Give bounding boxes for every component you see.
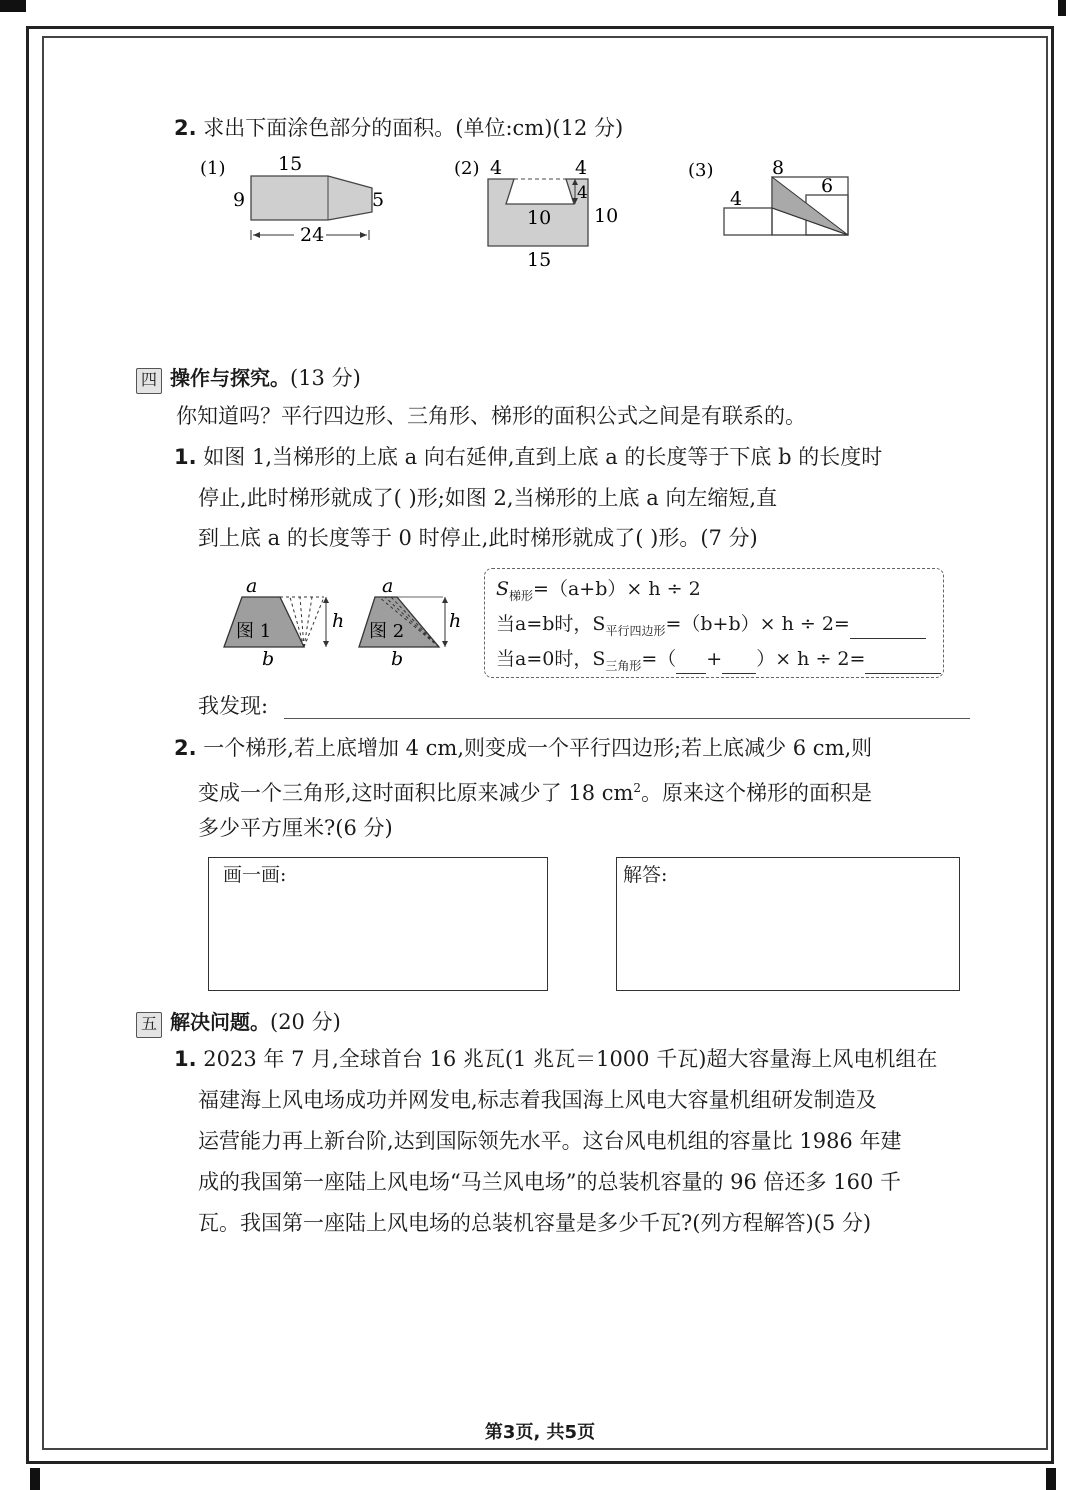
section-5-icon: 五 <box>136 1012 162 1038</box>
s5-q1-line2: 福建海上风电场成功并网发电,标志着我国海上风电大容量机组研发制造及 <box>198 1088 877 1112</box>
fig1-caption: 图 1 <box>236 621 272 642</box>
fig1-h: h <box>332 610 345 632</box>
fig2-b: b <box>391 648 404 670</box>
formula3-sub: 三角形 <box>605 658 642 673</box>
section-4-title: 操作与探究。 <box>170 366 290 390</box>
section-4-score: (13 分) <box>290 366 361 390</box>
formula3-pre: 当a=0时，S <box>496 648 606 670</box>
formula-triangle <box>496 644 941 674</box>
trapezoid-fig-2 <box>355 575 470 670</box>
fig3-label: (3) <box>688 160 714 181</box>
s4-q2-number: 2. <box>174 736 197 760</box>
s4-q2-sup: 2 <box>633 781 642 795</box>
fig2-label: (2) <box>454 158 480 179</box>
fig2-right: 10 <box>594 205 619 227</box>
s4-q2-line3: 多少平方厘米?(6 分) <box>198 816 393 840</box>
formula3-open: =（ <box>641 648 677 670</box>
fig1-left: 9 <box>233 189 246 211</box>
q2-heading <box>174 116 623 141</box>
answer-box-label: 解答: <box>623 864 668 886</box>
corner-mark <box>1046 1468 1056 1490</box>
section-5-title: 解决问题。 <box>170 1010 270 1034</box>
q2-text: 求出下面涂色部分的面积。(单位:cm)(12 分) <box>203 116 624 140</box>
fig1-label: (1) <box>200 158 226 179</box>
answer-blank[interactable] <box>676 655 706 674</box>
formula-trapezoid <box>496 574 701 604</box>
section-4-heading <box>136 362 361 394</box>
s4-q1-line1: 如图 1,当梯形的上底 a 向右延伸,直到上底 a 的长度等于下底 b 的长度时 <box>203 445 883 469</box>
section-5-score: (20 分) <box>270 1010 341 1034</box>
fig-shape-2 <box>450 150 640 275</box>
answer-blank[interactable] <box>865 655 941 674</box>
draw-box[interactable] <box>208 857 548 991</box>
formula1-sub: 梯形 <box>509 588 534 603</box>
page-footer: 第3页, 共5页 <box>484 1422 596 1443</box>
q2-number: 2. <box>174 116 197 140</box>
fig3-left: 4 <box>730 188 743 210</box>
formula1-rest: =（a+b）× h ÷ 2 <box>533 578 701 600</box>
s4-q2-line2b: 。原来这个梯形的面积是 <box>641 781 873 805</box>
answer-blank[interactable] <box>722 655 756 674</box>
section-5-heading <box>136 1006 341 1038</box>
s5-q1-line4: 成的我国第一座陆上风电场“马兰风电场”的总装机容量的 96 倍还多 160 千 <box>198 1170 901 1194</box>
fig3-right-top: 6 <box>821 175 834 197</box>
section-4-intro: 你知道吗？平行四边形、三角形、梯形的面积公式之间是有联系的。 <box>176 404 806 428</box>
s5-q1-line1: 2023 年 7 月,全球首台 16 兆瓦(1 兆瓦＝1000 千瓦)超大容量海上风电机组在 <box>203 1047 938 1071</box>
s4-q1-text <box>174 437 882 478</box>
formula3-rest: ）× h ÷ 2= <box>756 648 866 670</box>
fig2-inner-height: 4 <box>577 183 588 203</box>
discover-answer-line[interactable] <box>284 718 970 719</box>
s5-q1-line3: 运营能力再上新台阶,达到国际领先水平。这台风电机组的容量比 1986 年建 <box>198 1129 902 1153</box>
section-4-icon: 四 <box>136 368 162 394</box>
s4-q1-number: 1. <box>174 445 197 469</box>
s5-q1-text <box>174 1039 937 1080</box>
s5-q1-number: 1. <box>174 1047 197 1071</box>
fig2-a: a <box>382 575 394 597</box>
trapezoid-fig-1 <box>220 575 350 670</box>
formula-parallelogram <box>496 609 926 639</box>
formula3-plus: + <box>706 648 723 670</box>
s4-q2-text <box>174 728 872 769</box>
fig1-top: 15 <box>278 153 303 175</box>
corner-mark <box>0 0 26 12</box>
corner-mark <box>30 1468 40 1490</box>
draw-box-label: 画一画: <box>223 864 287 886</box>
formula2-sub: 平行四边形 <box>605 623 666 638</box>
formula2-rest: =（b+b）× h ÷ 2= <box>665 613 850 635</box>
corner-mark <box>1058 0 1066 16</box>
fig-shape-3 <box>686 150 861 245</box>
fig2-bottom: 15 <box>527 249 552 271</box>
fig2-top-right: 4 <box>575 157 588 179</box>
fig2-caption: 图 2 <box>369 621 405 642</box>
fig3-top: 8 <box>772 157 785 179</box>
formula2-pre: 当a=b时，S <box>496 613 606 635</box>
fig2-inner-width: 10 <box>527 207 552 229</box>
s5-q1-line5: 瓦。我国第一座陆上风电场的总装机容量是多少千瓦?(列方程解答)(5 分) <box>198 1211 872 1235</box>
s4-q1-line3: 到上底 a 的长度等于 0 时停止,此时梯形就成了( )形。(7 分) <box>198 526 758 550</box>
discover-label: 我发现: <box>198 694 269 718</box>
fig2-h: h <box>449 610 462 632</box>
fig1-bottom: 24 <box>300 224 325 246</box>
fig-shape-1 <box>196 150 406 250</box>
fig1-a: a <box>246 575 258 597</box>
fig1-right: 5 <box>372 189 385 211</box>
answer-blank[interactable] <box>850 620 926 639</box>
s4-q2-line2a: 变成一个三角形,这时面积比原来减少了 18 cm <box>198 781 634 805</box>
fig1-b: b <box>262 648 275 670</box>
answer-box[interactable] <box>616 857 960 991</box>
formula1-s: S <box>496 578 510 600</box>
s4-q2-line1: 一个梯形,若上底增加 4 cm,则变成一个平行四边形;若上底减少 6 cm,则 <box>203 736 873 760</box>
s4-q1-line2: 停止,此时梯形就成了( )形;如图 2,当梯形的上底 a 向左缩短,直 <box>198 486 778 510</box>
fig2-top-left: 4 <box>490 157 503 179</box>
